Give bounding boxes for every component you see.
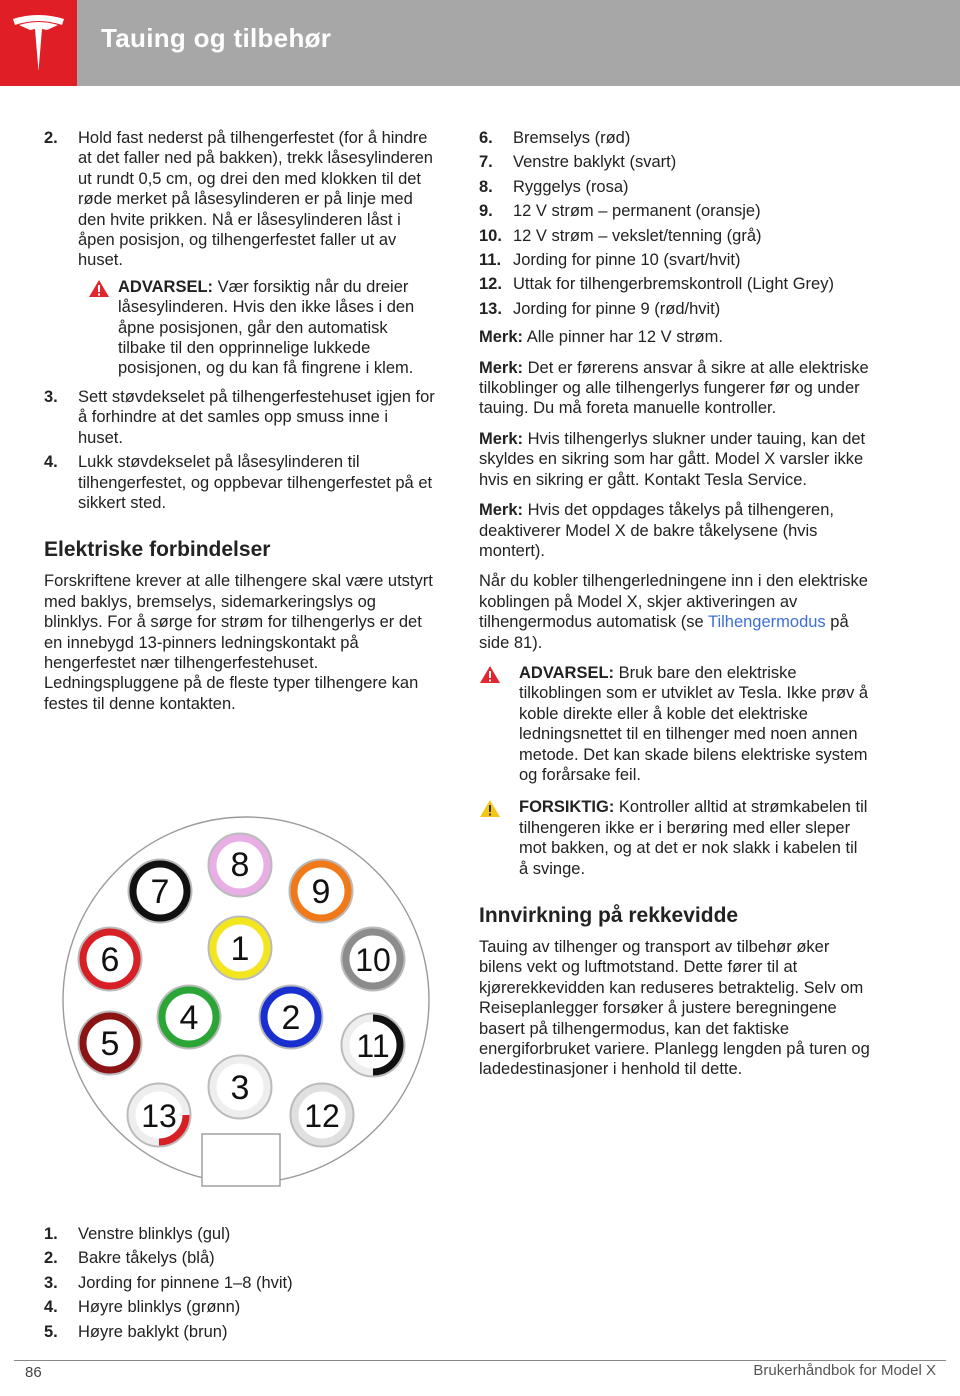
trailer-mode-link[interactable]: Tilhengermodus — [707, 613, 826, 632]
section-heading-electrical: Elektriske forbindelser — [44, 538, 271, 562]
note-label: Merk: — [479, 328, 524, 347]
caution-label: FORSIKTIG: — [519, 798, 615, 817]
section-heading-range: Innvirkning på rekkevidde — [479, 904, 739, 927]
caution-icon — [479, 799, 501, 818]
pin-8 — [209, 834, 271, 896]
list-item — [44, 1248, 436, 1268]
pin-7 — [129, 860, 191, 922]
list-item — [479, 201, 871, 221]
pin-description: Bremselys (rød) — [513, 129, 631, 147]
list-item — [44, 1297, 436, 1317]
list-item — [479, 299, 871, 319]
note — [479, 327, 871, 347]
pin-number: 10. — [479, 226, 502, 245]
pin-description: Venstre blinklys (gul) — [78, 1225, 231, 1243]
pin-label: 5 — [100, 1025, 120, 1063]
right-column — [479, 128, 871, 1090]
pin-13 — [128, 1084, 190, 1146]
step-number: 3. — [44, 387, 58, 406]
step-number: 4. — [44, 453, 58, 472]
tesla-t-icon — [10, 13, 67, 73]
note — [479, 429, 871, 490]
pin-number: 5. — [44, 1322, 58, 1341]
pin-description: Jording for pinne 9 (rød/hvit) — [513, 299, 721, 318]
pin-list — [44, 1224, 436, 1342]
trailer-mode-paragraph — [479, 571, 871, 653]
pin-label: 12 — [304, 1098, 340, 1134]
pin-label: 11 — [356, 1028, 390, 1064]
pin-number: 4. — [44, 1298, 58, 1317]
step-number: 2. — [44, 129, 58, 147]
pin-description: Bakre tåkelys (blå) — [78, 1249, 215, 1268]
pin-number: 8. — [479, 177, 493, 196]
pin-number: 9. — [479, 202, 493, 221]
pin-2 — [260, 986, 322, 1048]
note — [479, 358, 871, 419]
list-item — [44, 452, 436, 513]
page-number: 86 — [25, 1364, 42, 1381]
note-text: Hvis tilhengerlys slukner under tauing, kan det skyldes en sikring som har gått. Model X varsler ikke hvis en sikring er gått. Kontakt Tesla Service. — [479, 429, 866, 489]
pin-label: 2 — [281, 999, 301, 1037]
connector-diagram — [60, 812, 432, 1198]
pin-list — [479, 128, 871, 319]
warning-label: ADVARSEL: — [519, 663, 615, 682]
pin-label: 3 — [230, 1069, 250, 1107]
note-label: Merk: — [479, 429, 524, 448]
pin-4 — [158, 986, 220, 1048]
warning-label: ADVARSEL: — [118, 277, 214, 296]
pin-description: Jording for pinne 10 (svart/hvit) — [513, 251, 741, 270]
warning-icon — [88, 279, 110, 298]
pin-label: 1 — [230, 930, 250, 968]
list-item — [44, 387, 436, 448]
pin-number: 12. — [479, 275, 502, 294]
pin-description: Ryggelys (rosa) — [513, 177, 629, 196]
pin-description: Uttak for tilhengerbremskontroll (Light Grey) — [513, 275, 834, 294]
warning-icon — [479, 665, 501, 684]
list-item — [44, 1322, 436, 1342]
pin-number: 6. — [479, 129, 493, 147]
note-text: Alle pinner har 12 V strøm. — [526, 328, 723, 347]
pin-label: 9 — [311, 873, 331, 911]
electrical-paragraph: Forskriftene krever at alle tilhengere skal være utstyrt med baklys, bremselys, sidemarkeringslys og blinklys. For å sørge for strøm for tilhengerlys er det en innebygd 13-pinners ledningskontakt på hengerfestet nær tilhengerfestehuset. Ledningspluggene på de fleste typer tilhengere kan festes til denne kontakten. — [44, 572, 433, 713]
list-item — [479, 177, 871, 197]
pin-number: 7. — [479, 153, 493, 172]
pin-3 — [209, 1056, 271, 1118]
list-item — [44, 1273, 436, 1293]
pin-number: 2. — [44, 1249, 58, 1268]
pin-legend-left — [44, 1224, 436, 1346]
step-text: Lukk støvdekselet på låsesylinderen til tilhengerfestet, og oppbevar tilhengerfestet på et sikkert sted. — [78, 453, 433, 512]
note — [479, 500, 871, 561]
pin-label: 4 — [179, 999, 199, 1037]
list-item — [479, 128, 871, 148]
pin-description: Venstre baklykt (svart) — [513, 153, 677, 172]
pin-5 — [79, 1012, 141, 1074]
caution-text: Kontroller alltid at strømkabelen til tilhengeren ikke er i berøring med eller sleper mot bakken, og at det er nok slakk i kabelen til å svinge. — [519, 798, 868, 878]
pin-number: 1. — [44, 1225, 58, 1243]
warning-callout — [479, 663, 871, 785]
steps-list — [44, 387, 436, 513]
page-title: Tauing og tilbehør — [101, 23, 332, 53]
list-item — [44, 1224, 436, 1244]
pin-description: Høyre blinklys (grønn) — [78, 1298, 241, 1317]
left-column — [44, 128, 436, 724]
pin-description: Jording for pinnene 1–8 (hvit) — [78, 1273, 293, 1292]
pin-label: 10 — [355, 942, 391, 978]
footer-title: Brukerhåndbok for Model X — [753, 1362, 936, 1379]
step-text: Hold fast nederst på tilhengerfestet (for å hindre at det faller ned på bakken), trekk låsesylinderen ut rundt 0,5 cm, og drei den med klokken til det røde merket på låsesylinderen er på linje med den hvite prikken. Nå er låsesylinderen låst i åpen posisjon, og tilhengerfestet faller ut av huset. — [78, 129, 433, 270]
pin-11 — [342, 1014, 404, 1076]
list-item — [479, 152, 871, 172]
caution-callout — [479, 797, 871, 879]
note-label: Merk: — [479, 501, 524, 520]
list-item — [44, 128, 436, 271]
pin-number: 11. — [479, 251, 502, 270]
pin-1 — [209, 917, 271, 979]
warning-text: Vær forsiktig når du dreier låsesylinderen. Hvis den ikke låses i den åpne posisjonen, går den automatisk tilbake til den opprinnelige lukkede posisjonen, og du kan få fingrene i klem. — [118, 277, 415, 378]
trailer-mode-text-end: på side 81). — [479, 613, 849, 652]
note-label: Merk: — [479, 358, 524, 377]
pin-12 — [291, 1084, 353, 1146]
pin-number: 3. — [44, 1273, 58, 1292]
range-paragraph: Tauing av tilhenger og transport av tilbehør øker bilens vekt og luftmotstand. Dette fører til at kjørerekkevidden kan reduseres betraktelig. Selv om Reiseplanlegger forsøker å justere beregningene basert på tilhengermodus, kan det faktiske energiforbruket variere. Planlegg lengden på turen og ladedestinasjoner i henhold til dette. — [479, 938, 870, 1079]
pin-9 — [290, 860, 352, 922]
pin-description: 12 V strøm – vekslet/tenning (grå) — [513, 226, 762, 245]
pin-6 — [79, 928, 141, 990]
warning-text: Bruk bare den elektriske tilkoblingen som er utviklet av Tesla. Ikke prøv å koble direkte eller å koble det elektriske ledningsnettet til en tilhenger med noen annen metode. Det kan skade bilens elektriske system og forårsake feil. — [519, 663, 869, 784]
pin-label: 8 — [230, 846, 250, 884]
list-item — [479, 226, 871, 246]
pin-label: 6 — [100, 941, 120, 979]
note-text: Hvis det oppdages tåkelys på tilhengeren, deaktiverer Model X de bakre tåkelysene (hvis montert). — [479, 501, 834, 560]
pin-number: 13. — [479, 299, 502, 318]
list-item — [479, 274, 871, 294]
steps-list — [44, 128, 436, 271]
page-header — [0, 0, 960, 86]
tesla-logo — [0, 0, 77, 86]
warning-callout — [44, 277, 436, 379]
pin-label: 13 — [141, 1098, 177, 1134]
note-text: Det er førerens ansvar å sikre at alle elektriske tilkoblinger og alle tilhengerlys fungerer før og under tauing. Du må foreta manuelle kontroller. — [479, 358, 869, 418]
list-item — [479, 250, 871, 270]
connector-key-slot — [202, 1134, 280, 1186]
pin-description: Høyre baklykt (brun) — [78, 1322, 228, 1341]
trailer-mode-text: Når du kobler tilhengerledningene inn i den elektriske koblingen på Model X, skjer aktiveringen av tilhengermodus automatisk (se — [479, 572, 868, 632]
pin-10 — [342, 928, 404, 990]
footer-divider — [14, 1360, 946, 1361]
pin-description: 12 V strøm – permanent (oransje) — [513, 202, 761, 221]
pin-label: 7 — [150, 873, 170, 911]
step-text: Sett støvdekselet på tilhengerfestehuset igjen for å forhindre at det samles opp smuss inne i huset. — [78, 387, 435, 447]
